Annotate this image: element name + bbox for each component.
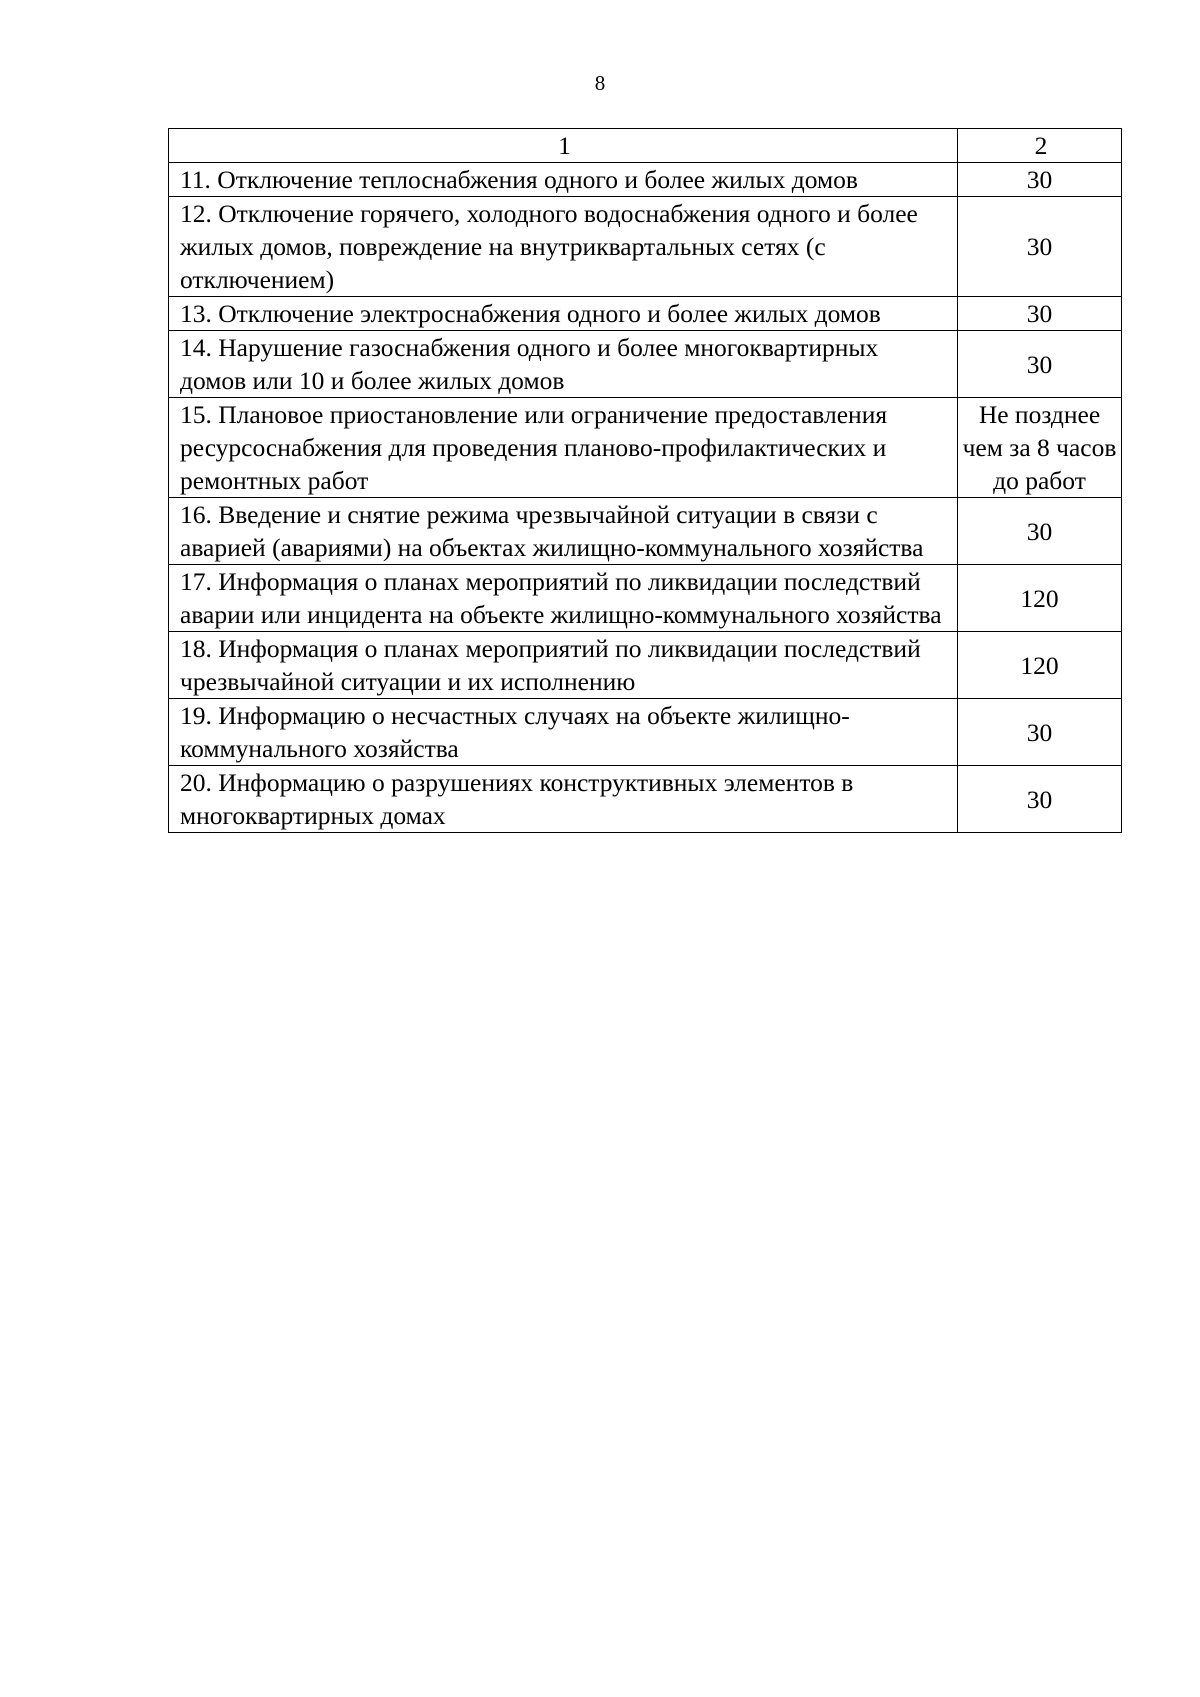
row-description: 16. Введение и снятие режима чрезвычайной ситуации в связи с аварией (авариями) на объектах жилищно-коммунального хозяйства: [169, 498, 958, 565]
row-value: 30: [958, 766, 1122, 833]
row-description: 20. Информацию о разрушениях конструктивных элементов в многоквартирных домах: [169, 766, 958, 833]
table-row: [169, 297, 1122, 331]
table-row: [169, 163, 1122, 197]
row-value: 30: [958, 331, 1122, 398]
table-row: [169, 766, 1122, 833]
table-header-cell: 2: [958, 129, 1122, 163]
table-row: [169, 632, 1122, 699]
row-value: 30: [958, 197, 1122, 297]
row-value: Не позднее чем за 8 часов до работ: [958, 398, 1122, 498]
data-table: [168, 128, 1122, 833]
row-value: 30: [958, 163, 1122, 197]
table-row: [169, 498, 1122, 565]
table-row: [169, 699, 1122, 766]
row-value: 120: [958, 632, 1122, 699]
table-header-row: [169, 129, 1122, 163]
row-description: 11. Отключение теплоснабжения одного и более жилых домов: [169, 163, 958, 197]
table-row: [169, 565, 1122, 632]
row-value: 30: [958, 498, 1122, 565]
page-number: 8: [594, 71, 606, 95]
table-header-cell: 1: [169, 129, 958, 163]
table-row: [169, 331, 1122, 398]
row-description: 12. Отключение горячего, холодного водоснабжения одного и более жилых домов, повреждение на внутриквартальных сетях (с отключением): [169, 197, 958, 297]
table-row: [169, 197, 1122, 297]
table-row: [169, 398, 1122, 498]
row-description: 13. Отключение электроснабжения одного и более жилых домов: [169, 297, 958, 331]
row-value: 30: [958, 699, 1122, 766]
row-description: 18. Информация о планах мероприятий по ликвидации последствий чрезвычайной ситуации и их исполнению: [169, 632, 958, 699]
row-description: 15. Плановое приостановление или ограничение предоставления ресурсоснабжения для проведения планово-профилактических и ремонтных работ: [169, 398, 958, 498]
row-value: 120: [958, 565, 1122, 632]
row-description: 19. Информацию о несчастных случаях на объекте жилищно-коммунального хозяйства: [169, 699, 958, 766]
row-description: 17. Информация о планах мероприятий по ликвидации последствий аварии или инцидента на объекте жилищно-коммунального хозяйства: [169, 565, 958, 632]
row-description: 14. Нарушение газоснабжения одного и более многоквартирных домов или 10 и более жилых домов: [169, 331, 958, 398]
row-value: 30: [958, 297, 1122, 331]
